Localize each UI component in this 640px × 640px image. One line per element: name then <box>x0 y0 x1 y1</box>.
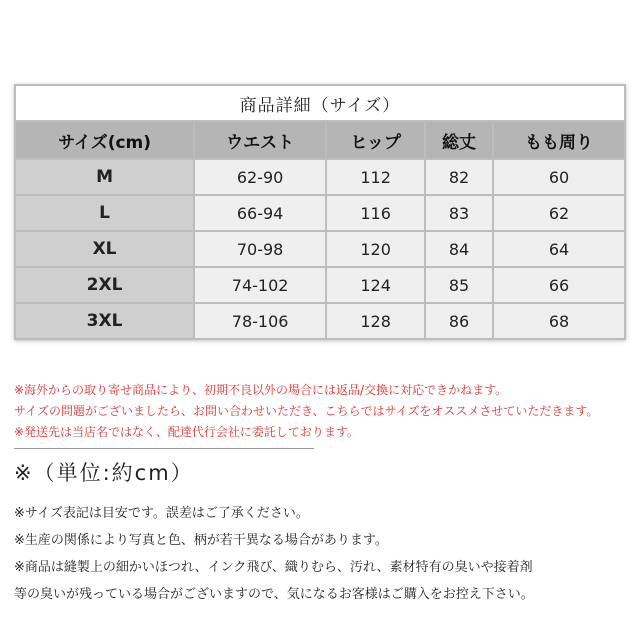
size-cell: 3XL <box>15 303 194 339</box>
thigh-cell: 66 <box>493 267 625 303</box>
length-cell: 85 <box>425 267 493 303</box>
waist-cell: 62-90 <box>194 159 326 195</box>
table-row <box>15 303 625 339</box>
thigh-cell: 60 <box>493 159 625 195</box>
note-line: 等の臭いが残っている場合がございますので、気になるお客様はご購入をお控え下さい。 <box>14 587 534 602</box>
notice-line: ※海外からの取り寄せ商品により、初期不良以外の場合には返品/交換に対応できかねます。 <box>14 383 508 397</box>
table-title: 商品詳細（サイズ） <box>15 85 625 121</box>
hip-cell: 120 <box>326 231 425 267</box>
hip-cell: 112 <box>326 159 425 195</box>
header-size: サイズ(cm) <box>15 121 194 159</box>
table-header-row <box>15 121 625 159</box>
table-row <box>15 159 625 195</box>
note-line: ※サイズ表記は目安です。誤差はご了承ください。 <box>14 506 309 521</box>
note-line: ※生産の関係により写真と色、柄が若干異なる場合があります。 <box>14 533 388 548</box>
notice-line: ※発送先は当店名ではなく、配達代行会社に委託しております。 <box>14 425 359 439</box>
waist-cell: 78-106 <box>194 303 326 339</box>
divider <box>14 448 314 449</box>
header-waist: ウエスト <box>194 121 326 159</box>
size-cell: 2XL <box>15 267 194 303</box>
size-table <box>14 84 626 340</box>
table-row <box>15 231 625 267</box>
length-cell: 86 <box>425 303 493 339</box>
waist-cell: 74-102 <box>194 267 326 303</box>
table-row <box>15 267 625 303</box>
header-length: 総丈 <box>425 121 493 159</box>
length-cell: 83 <box>425 195 493 231</box>
table-row <box>15 195 625 231</box>
header-thigh: もも周り <box>493 121 625 159</box>
size-cell: XL <box>15 231 194 267</box>
unit-heading: ※（単位:約cm） <box>14 461 194 485</box>
notes-block <box>14 500 534 608</box>
hip-cell: 128 <box>326 303 425 339</box>
note-line: ※商品は縫製上の細かいほつれ、インク飛び、織りむら、汚れ、素材特有の臭いや接着剤 <box>14 560 533 575</box>
thigh-cell: 64 <box>493 231 625 267</box>
size-cell: M <box>15 159 194 195</box>
header-hip: ヒップ <box>326 121 425 159</box>
thigh-cell: 62 <box>493 195 625 231</box>
length-cell: 82 <box>425 159 493 195</box>
size-cell: L <box>15 195 194 231</box>
red-notice-block <box>14 380 598 443</box>
length-cell: 84 <box>425 231 493 267</box>
waist-cell: 66-94 <box>194 195 326 231</box>
thigh-cell: 68 <box>493 303 625 339</box>
hip-cell: 116 <box>326 195 425 231</box>
waist-cell: 70-98 <box>194 231 326 267</box>
hip-cell: 124 <box>326 267 425 303</box>
notice-line: サイズの問題がございましたら、お問い合わせいただき、こちらではサイズをオススメさせていただきます。 <box>14 404 599 418</box>
